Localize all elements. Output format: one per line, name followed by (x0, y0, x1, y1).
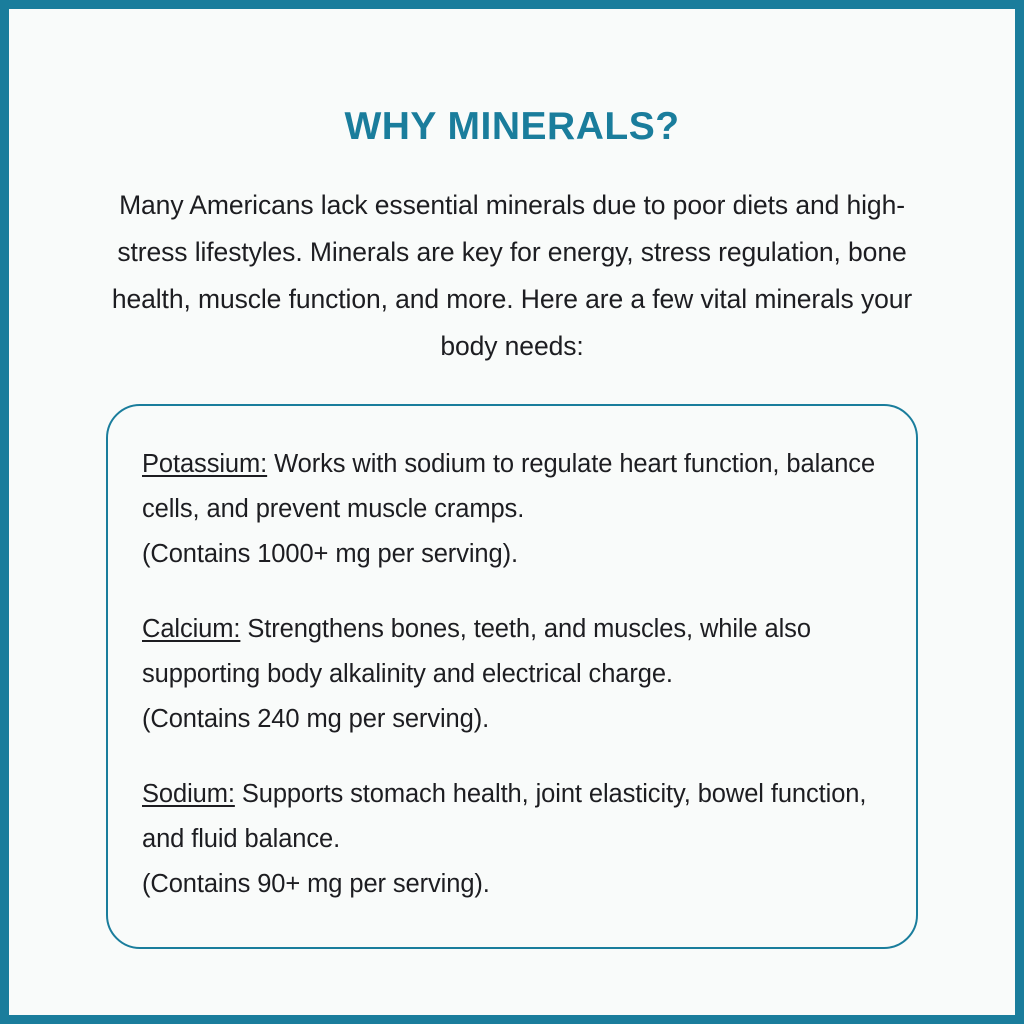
poster-content (9, 9, 1015, 1015)
mineral-amount: (Contains 90+ mg per serving). (142, 870, 490, 898)
mineral-description: Supports stomach health, joint elasticity, bowel function, and fluid balance. (142, 780, 867, 853)
mineral-entry (142, 607, 882, 742)
mineral-term: Calcium: (142, 615, 241, 643)
mineral-term: Potassium: (142, 450, 268, 478)
minerals-card (106, 404, 918, 949)
mineral-entry (142, 442, 882, 577)
mineral-term: Sodium: (142, 780, 235, 808)
mineral-description: Strengthens bones, teeth, and muscles, while also supporting body alkalinity and electrical charge. (142, 615, 811, 688)
mineral-entry (142, 772, 882, 907)
mineral-amount: (Contains 240 mg per serving). (142, 705, 490, 733)
mineral-description: Works with sodium to regulate heart function, balance cells, and prevent muscle cramps. (142, 450, 876, 523)
page-title: WHY MINERALS? (344, 105, 680, 148)
intro-paragraph: Many Americans lack essential minerals due to poor diets and high-stress lifestyles. Minerals are key for energy, stress regulation, bone health, muscle function, and more. Here are a few vital minerals your body needs: (111, 190, 913, 361)
mineral-amount: (Contains 1000+ mg per serving). (142, 540, 518, 568)
